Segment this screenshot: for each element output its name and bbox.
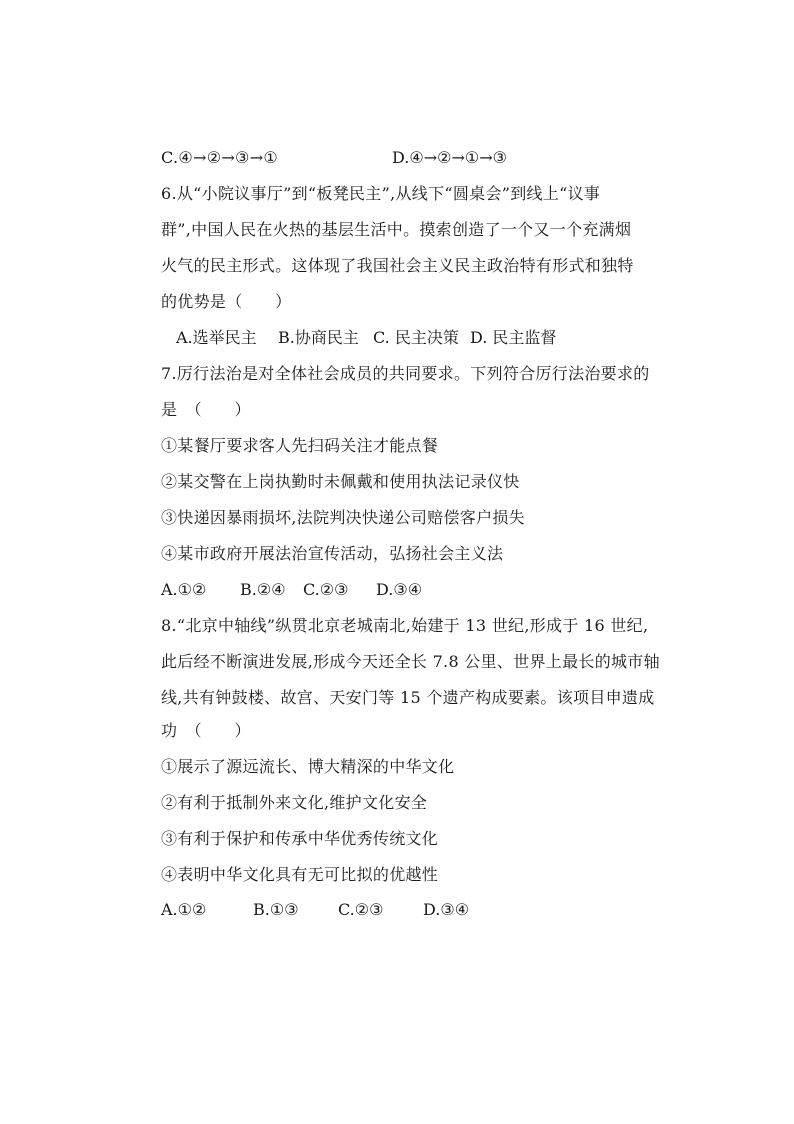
q8-statement-4: ④表明中华文化具有无可比拟的优越性 (161, 865, 439, 884)
q5-option-c: C.④→②→③→① (161, 148, 279, 167)
q8-stem-line-1: 8.“北京中轴线”纵贯北京老城南北,始建于 13 世纪,形成于 16 世纪, (161, 616, 649, 635)
q8-stem-line-3: 线,共有钟鼓楼、故宫、天安门等 15 个遗产构成要素。该项目申遗成 (161, 688, 655, 707)
q8-statement-2: ②有利于抵制外来文化,维护文化安全 (161, 793, 428, 812)
q6-option-a: A.选举民主 (176, 328, 257, 347)
q5-option-d: D.④→②→①→③ (392, 148, 507, 167)
q7-statement-3: ③快递因暴雨损坏,法院判决快递公司赔偿客户损失 (161, 508, 525, 527)
q8-option-a: A.①② (161, 900, 207, 919)
q6-stem-line-2: 群”,中国人民在火热的基层生活中。摸索创造了一个又一个充满烟 (161, 220, 632, 239)
q7-option-d: D.③④ (376, 580, 423, 599)
q6-stem-line-1: 6.从“小院议事厅”到“板凳民主”,从线下“圆桌会”到线上“议事 (161, 184, 601, 203)
q8-statement-1: ①展示了源远流长、博大精深的中华文化 (161, 757, 455, 776)
q7-statement-1: ①某餐厅要求客人先扫码关注才能点餐 (161, 436, 439, 455)
q8-option-c: C.②③ (338, 900, 384, 919)
q7-stem-line-2: 是 （ ） (161, 400, 251, 419)
q6-stem-line-4: 的优势是（ ） (161, 292, 292, 311)
q8-stem-line-4: 功 （ ） (161, 721, 251, 740)
q8-statement-3: ③有利于保护和传承中华优秀传统文化 (161, 829, 439, 848)
q6-option-b: B.协商民主 (278, 328, 359, 347)
q7-stem-line-1: 7.厉行法治是对全体社会成员的共同要求。下列符合厉行法治要求的 (161, 364, 650, 383)
q6-stem-line-3: 火气的民主形式。这体现了我国社会主义民主政治特有形式和独特 (161, 256, 634, 275)
q7-option-a: A.①② (161, 580, 207, 599)
q7-option-b: B.②④ (240, 580, 286, 599)
q7-option-c: C.②③ (303, 580, 349, 599)
q7-statement-2: ②某交警在上岗执勤时未佩戴和使用执法记录仪快 (161, 472, 520, 491)
q8-option-b: B.①③ (253, 900, 299, 919)
q6-option-c: C. 民主决策 (373, 328, 459, 347)
q8-option-d: D.③④ (423, 900, 470, 919)
q7-statement-4: ④某市政府开展法治宣传活动，弘扬社会主义法 (161, 544, 504, 563)
q8-stem-line-2: 此后经不断演进发展,形成今天还全长 7.8 公里、世界上最长的城市轴 (161, 652, 660, 671)
q6-option-d: D. 民主监督 (470, 328, 557, 347)
